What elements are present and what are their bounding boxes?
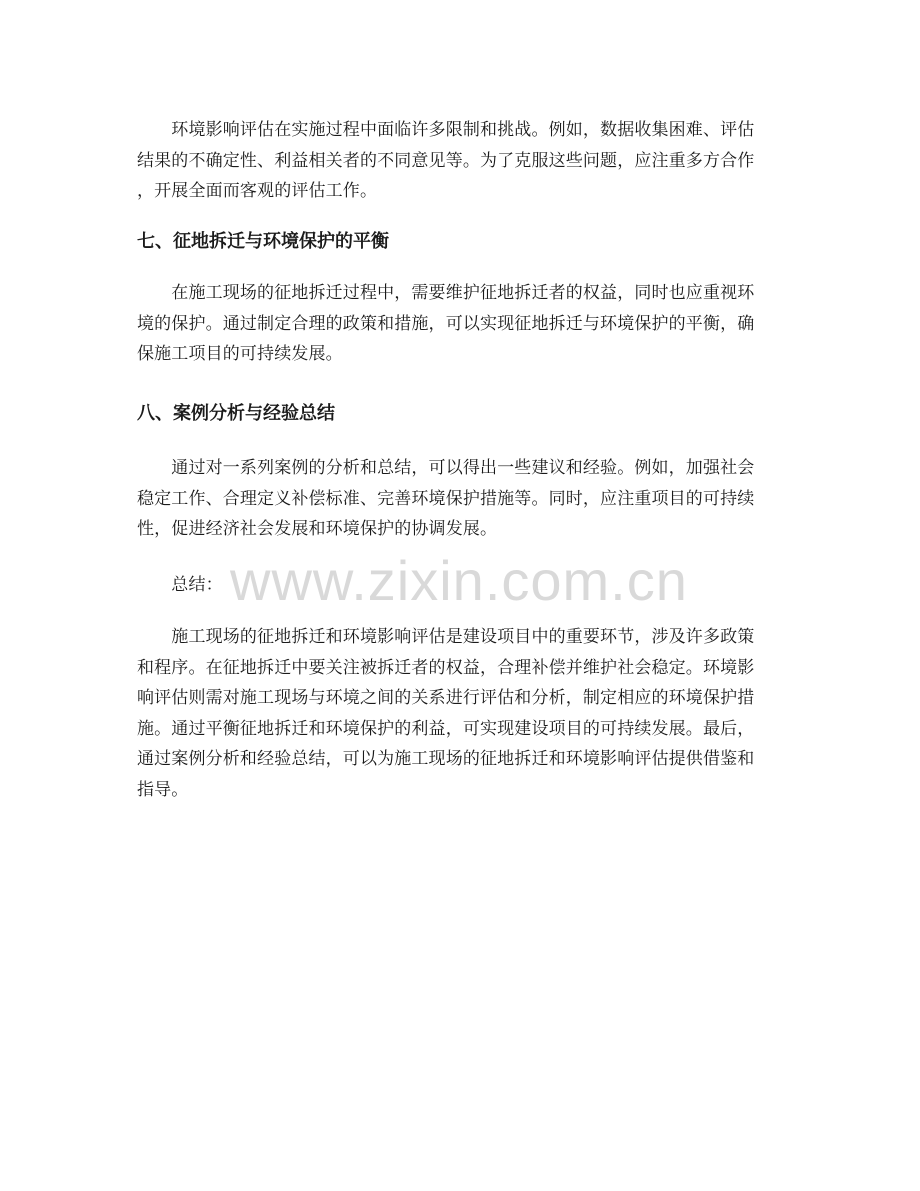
paragraph-summary: 施工现场的征地拆迁和环境影响评估是建设项目中的重要环节，涉及许多政策 和程序。在征地拆迁中要关注被拆迁者的权益，合理补偿并维护社会稳定。环境影 响评估则需对施工现场与环境之间的关系进行评估和分析，制定相应的环境保护措 施。通过平衡征地拆迁和环境保护的利益，可实现建设项目的可持续发展。最后， 通过案例分析和经验总结，可以为施工现场的征地拆迁和环境影响评估提供借鉴和 指导。 — [137, 627, 755, 800]
watermark: www.zixin.com.cn — [230, 549, 688, 612]
paragraph-assessment-challenges: 环境影响评估在实施过程中面临许多限制和挑战。例如，数据收集困难、评估 结果的不确定性、利益相关者的不同意见等。为了克服这些问题，应注重多方合作 ，开展全面而客观的评估工作。 — [137, 120, 755, 201]
section-heading-8: 八、案例分析与经验总结 — [137, 403, 335, 424]
section-heading-7: 七、征地拆迁与环境保护的平衡 — [137, 231, 389, 252]
paragraph-balance: 在施工现场的征地拆迁过程中，需要维护征地拆迁者的权益，同时也应重视环 境的保护。通过制定合理的政策和措施，可以实现征地拆迁与环境保护的平衡，确 保施工项目的可持续发展。 — [137, 283, 755, 364]
paragraph-case-analysis: 通过对一系列案例的分析和总结，可以得出一些建议和经验。例如，加强社会 稳定工作、合理定义补偿标准、完善环境保护措施等。同时，应注重项目的可持续 性，促进经济社会发展和环境保护的协调发展。 — [137, 458, 755, 539]
paragraph-summary-label: 总结： — [137, 575, 223, 595]
